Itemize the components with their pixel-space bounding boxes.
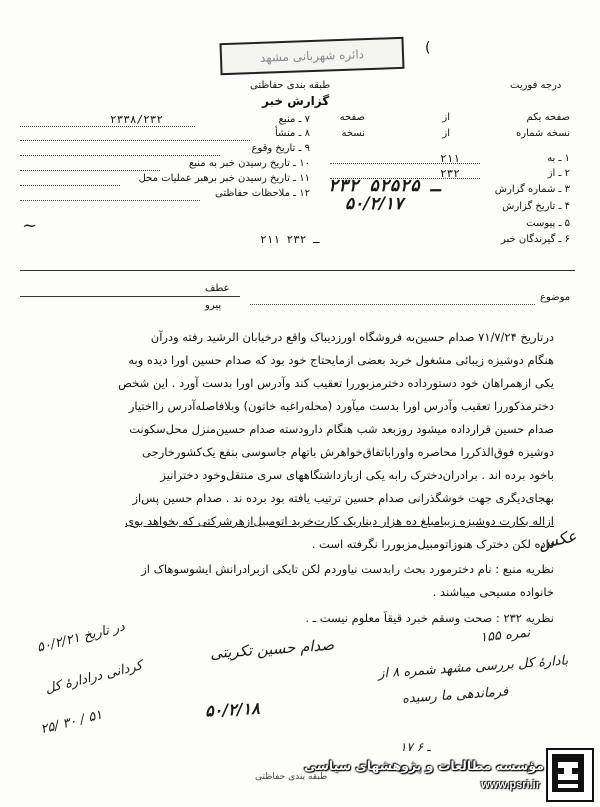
left-rule-6 — [20, 200, 200, 201]
watermark-logo — [546, 748, 594, 802]
left-rule-4 — [20, 170, 160, 171]
left-note-3: ۲۵/ ۳۰ / ۵۱ — [39, 707, 104, 738]
page-number-row: صفحه یکم — [526, 112, 570, 123]
body-line: باخود برده اند . برادران‌دخترک رابه یکی ازبازداشتگاههای سری منتقل‌وخود دخترانیز — [160, 468, 554, 482]
field-occurrence-date: ۹ ـ تاریخ وقوع — [251, 143, 310, 154]
page-unit: صفحه — [339, 112, 365, 123]
report-number-label: ۳ ـ شماره گزارش — [494, 184, 570, 195]
subject-rule — [250, 304, 535, 305]
ref-label-2: پیرو — [205, 300, 222, 311]
left-rule-1 — [20, 126, 195, 127]
field-security-notes: ۱۲ ـ ملاحظات حفاظتی — [215, 188, 310, 199]
opinion-232: نظریه ۲۳۲ : صحت وسقم خبرد قیقاً معلوم نیست ـ . — [305, 611, 554, 625]
report-date-value: ۵۰/۲/۱۷ — [345, 194, 404, 214]
field-source-value: ۲۳۳۸/۲۳۲ — [110, 113, 163, 126]
watermark-text: مؤسسه مطالعات و پژوهشهای سیاسی — [303, 758, 544, 773]
ref-divider — [20, 296, 240, 297]
left-rule-2 — [20, 140, 250, 141]
left-note-2: کردانی درادارۀ کل — [43, 658, 145, 697]
body-line: درتاریخ ۷۱/۷/۲۴ صدام حسین‌به فروشگاه اورزدیباک واقع درخیابان الرشید رفته ودرآن — [150, 330, 554, 344]
recipients-value: ۲۱۱ ـ ۲۳۲ — [260, 233, 320, 246]
report-number-value: ۲۳۲ ـ ۵۲۵۲۵ — [328, 176, 441, 196]
margin-handwriting: عکس — [536, 526, 579, 553]
body-line: یکی ازهمراهان خود دستورداده دخترمزبوررا تعقیب کند وآدرس اورا بدست آورد . این شخص — [118, 376, 554, 390]
from-value: ۲۳۲ — [440, 167, 460, 180]
recipients-label: ۶ ـ گیرندگان خبر — [500, 234, 570, 245]
right-rule-1 — [330, 163, 480, 164]
right-note-1: نمره ۱۵۵ — [479, 625, 531, 646]
page-of: از — [442, 112, 450, 123]
copy-unit: نسخه — [341, 128, 365, 139]
body-line: دوشیزه فوق‌الذکررا محاصره واورابا‌تفاق‌خواهرش باتهام جاسوسی بنفع یک‌کشورخارجی — [142, 445, 554, 459]
from-label: ۲ ـ از — [547, 168, 570, 179]
attachment-label: ۵ ـ پیوست — [526, 218, 570, 229]
top-stamp — [219, 37, 404, 75]
footer-classification: طبقه بندی حفاظتی — [255, 772, 328, 782]
body-line: دخترمذکوررا تعقیب وآدرس اورا بدست میآورد (محله‌راغبه خاتون) وبلافاصله‌آدرس رااختیار — [128, 399, 554, 413]
right-rule-2 — [330, 178, 480, 179]
institute-logo-icon — [548, 750, 588, 796]
report-date-label: ۴ ـ تاریخ گزارش — [502, 201, 570, 212]
corner-mark: ( — [425, 40, 431, 56]
bottom-note: ۱۷ ـ ۶ — [400, 740, 431, 754]
source-opinion-line-2: خانواده مسیحی میباشند . — [432, 585, 554, 599]
right-note-2: بادارۀ کل بررسی مشهد شمره ۸ از — [377, 653, 569, 682]
left-rule-5 — [20, 185, 120, 186]
source-opinion-line-1: نظریه منبع : نام دخترمورد بحث رابدست نیاوردم لکن تا‌یکی ازبرادرانش ایشوسوهاک از — [141, 562, 554, 576]
signature-center: صدام حسین تکریتی — [209, 635, 335, 663]
to-value: ۲۱۱ — [440, 152, 460, 165]
security-class-heading: طبقه بندی حفاظتی — [250, 80, 331, 91]
field-origin: ۸ ـ منشأ — [274, 128, 310, 139]
watermark-url: www.psri.ir — [481, 779, 540, 791]
left-note-1: در تاریخ ۵۰/۲/۲۱ — [35, 619, 127, 656]
right-note-3: فرماندهی ما رسیده — [401, 684, 509, 707]
copy-number-row: نسخه شماره — [516, 128, 570, 139]
body-line: بهجای‌دیگری جهت خوشگذرانی صدام حسین ترتیب یافته بود برده ند . صدام حسین پس‌از — [132, 491, 554, 505]
field-source: ۷ ـ منبع — [278, 114, 310, 125]
to-label: ۱ ـ به — [547, 153, 570, 164]
doc-title: گزارش خبر — [262, 94, 330, 108]
subject-label: موضوع — [540, 292, 571, 303]
left-rule-3 — [20, 155, 220, 156]
watermark-block — [303, 744, 600, 807]
body-line: ازاله بکارت دوشیزه زیبا‌مبلغ ده هزار دینار‌یک کارت‌خرید اتومبیل‌ازهرشرکتی که بخواهد بوی — [125, 514, 554, 528]
top-stamp-text: دائره شهربانی مشهد — [259, 47, 365, 65]
ref-label-1: عطف — [205, 283, 230, 294]
subject-rule-top — [20, 270, 575, 271]
handwritten-date: ۵۰/۲/۱۸ — [204, 698, 261, 721]
body-line: داده لکن دخترک هنوزاتومبیل‌مزبوررا نگرفته است . — [311, 537, 554, 551]
body-line: هنگام دوشیزه زیبائی مشغول خرید بعضی ازمایحتاج خود بود که صدام حسین اورا دیده وبه — [128, 353, 554, 367]
margin-squiggle: ~ — [22, 215, 38, 236]
field-source-receipt-date: ۱۰ ـ تاریخ رسیدن خبر به منبع — [188, 158, 310, 169]
body-line: صدام حسین قرارداده میشود روزبعد شب هنگام دارودسته صدام حسین‌منزل محل‌سکونت — [129, 422, 554, 436]
classification-label: درجه فوریت — [510, 80, 562, 91]
copy-of: از — [442, 128, 450, 139]
field-op-leader-receipt-date: ۱۱ ـ تاریخ رسیدن خبر برهبر عملیات محل — [138, 173, 310, 184]
